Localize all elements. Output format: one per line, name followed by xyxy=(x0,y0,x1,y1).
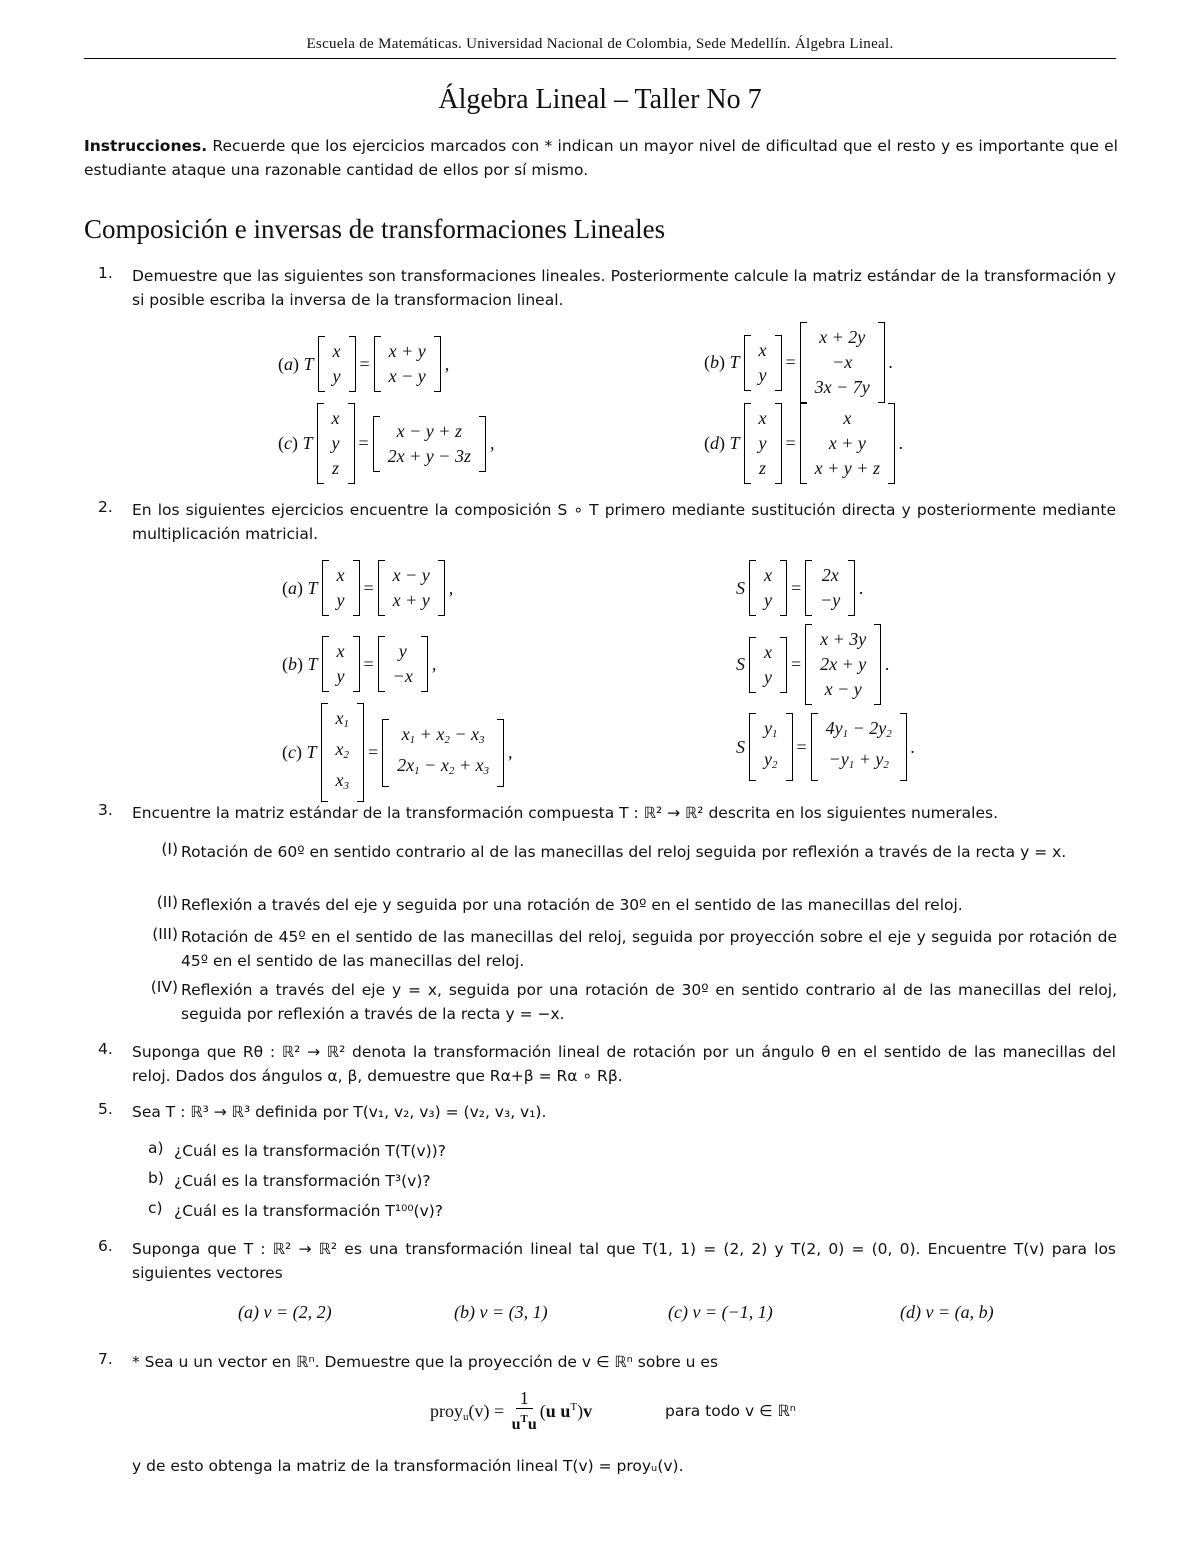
q5-sub-text: ¿Cuál es la transformación T(T(v))? xyxy=(174,1142,446,1160)
q2-text: En los siguientes ejercicios encuentre la composición S ∘ T primero mediante sustitución directa y posteriormente mediante multiplicación matricial. xyxy=(132,501,1116,543)
q7-formula-tail: para todo v ∈ ℝⁿ xyxy=(665,1402,796,1420)
section-title: Composición e inversas de transformaciones Lineales xyxy=(84,214,666,244)
q3-text: Encuentre la matriz estándar de la transformación compuesta T : ℝ² → ℝ² descrita en los siguientes numerales. xyxy=(132,804,999,822)
q2b-S-equation: S x y = x + 3y 2x + y x − y . xyxy=(736,624,890,705)
q2c-T-equation: ( c ) T $x_1$ $x_2$ $x_3$ = $x_1 + x_2 - x_3$ $2x_1 - x_2 + x_3$ , xyxy=(282,703,512,802)
q2a-S-equation: S x y = 2x −y . xyxy=(736,560,864,616)
q1c-equation: ( c ) T x y z = x − y + z 2x + y − 3z , xyxy=(278,403,494,484)
q4-text: Suponga que Rθ : ℝ² → ℝ² denota la transformación lineal de rotación por un ángulo θ en el sentido de las manecillas del reloj. Dados dos ángulos α, β, demuestre que Rα+β = Rα ∘ Rβ. xyxy=(132,1043,1116,1085)
q7-closing: y de esto obtenga la matriz de la transformación lineal T(v) = proyᵤ(v). xyxy=(132,1457,684,1475)
q3-sub-text: Rotación de 60º en sentido contrario al de las manecillas del reloj seguida por reflexión a través de la recta y = x. xyxy=(181,843,1067,861)
q5-sub-text: ¿Cuál es la transformación T³(v)? xyxy=(174,1172,431,1190)
q2b-T-equation: ( b ) T x y = y −x , xyxy=(282,636,436,692)
page-title: Álgebra Lineal – Taller No 7 xyxy=(438,84,762,115)
q6-text: Suponga que T : ℝ² → ℝ² es una transformación lineal tal que T(1, 1) = (2, 2) y T(2, 0) = (0, 0). Encuentre T(v) para los siguientes vectores xyxy=(132,1240,1116,1282)
instructions xyxy=(84,134,1118,182)
instructions-text: Recuerde que los ejercicios marcados con * indican un mayor nivel de dificultad que el resto y es importante que el estudiante ataque una razonable cantidad de ellos por sí mismo. xyxy=(84,137,1118,179)
q1d-equation: ( d ) T x y z = x x + y x + y + z . xyxy=(704,403,903,484)
q7-number: 7. xyxy=(98,1350,113,1368)
q6-number: 6. xyxy=(98,1237,113,1255)
q4-number: 4. xyxy=(98,1040,113,1058)
q5-number: 5. xyxy=(98,1100,113,1118)
q5-sub-label: c) xyxy=(148,1199,163,1217)
page-header: Escuela de Matemáticas. Universidad Nacional de Colombia, Sede Medellín. Álgebra Lineal. xyxy=(306,36,894,52)
q2-number: 2. xyxy=(98,498,113,516)
q3-sub-label: (I) xyxy=(161,840,178,858)
q1-text: Demuestre que las siguientes son transformaciones lineales. Posteriormente calcule la matriz estándar de la transformación y si posible escriba la inversa de la transformacion lineal. xyxy=(132,267,1116,309)
q1a-equation: ( a ) T x y = x + y x − y , xyxy=(278,336,449,392)
q7-text: * Sea u un vector en ℝⁿ. Demuestre que la proyección de v ∈ ℝⁿ sobre u es xyxy=(132,1353,719,1371)
q5-sub-label: b) xyxy=(148,1169,164,1187)
q1b-equation: ( b ) T x y = x + 2y −x 3x − 7y . xyxy=(704,322,893,403)
q1-number: 1. xyxy=(98,264,113,282)
q2a-T-equation: ( a ) T x y = x − y x + y , xyxy=(282,560,453,616)
q3-number: 3. xyxy=(98,801,113,819)
q3-sub-label: (II) xyxy=(156,893,178,911)
q5-sub-text: ¿Cuál es la transformación T¹⁰⁰(v)? xyxy=(174,1202,444,1220)
q3-sub-label: (IV) xyxy=(150,978,178,996)
q3-sub-text: Reflexión a través del eje y = x, seguida por una rotación de 30º en sentido contrario al de las manecillas del reloj, seguida por reflexión a través de la recta y = −x. xyxy=(181,981,1117,1023)
q3-sub-label: (III) xyxy=(152,925,178,943)
header-rule xyxy=(84,58,1116,59)
q6-vector: (c) v = (−1, 1) xyxy=(668,1302,773,1322)
q7-projection-formula: proy$_u$(v) = 1 $u^Tu$ (u $u^T)v$ xyxy=(430,1388,593,1433)
q5-text: Sea T : ℝ³ → ℝ³ definida por T(v₁, v₂, v₃) = (v₂, v₃, v₁). xyxy=(132,1103,547,1121)
q6-vector: (d) v = (a, b) xyxy=(900,1302,994,1322)
q6-vector: (a) v = (2, 2) xyxy=(238,1302,332,1322)
q6-vector: (b) v = (3, 1) xyxy=(454,1302,548,1322)
q3-sub-text: Rotación de 45º en el sentido de las manecillas del reloj, seguida por proyección sobre el eje y seguida por rotación de 45º en el sentido de las manecillas del reloj. xyxy=(181,928,1117,970)
q2c-S-equation: S $y_1$ $y_2$ = $4y_1 - 2y_2$ $-y_1 + y_2$ . xyxy=(736,713,915,781)
instructions-label: Instrucciones. xyxy=(84,137,208,155)
q3-sub-text: Reflexión a través del eje y seguida por una rotación de 30º en el sentido de las manecillas del reloj. xyxy=(181,896,963,914)
q5-sub-label: a) xyxy=(148,1139,164,1157)
